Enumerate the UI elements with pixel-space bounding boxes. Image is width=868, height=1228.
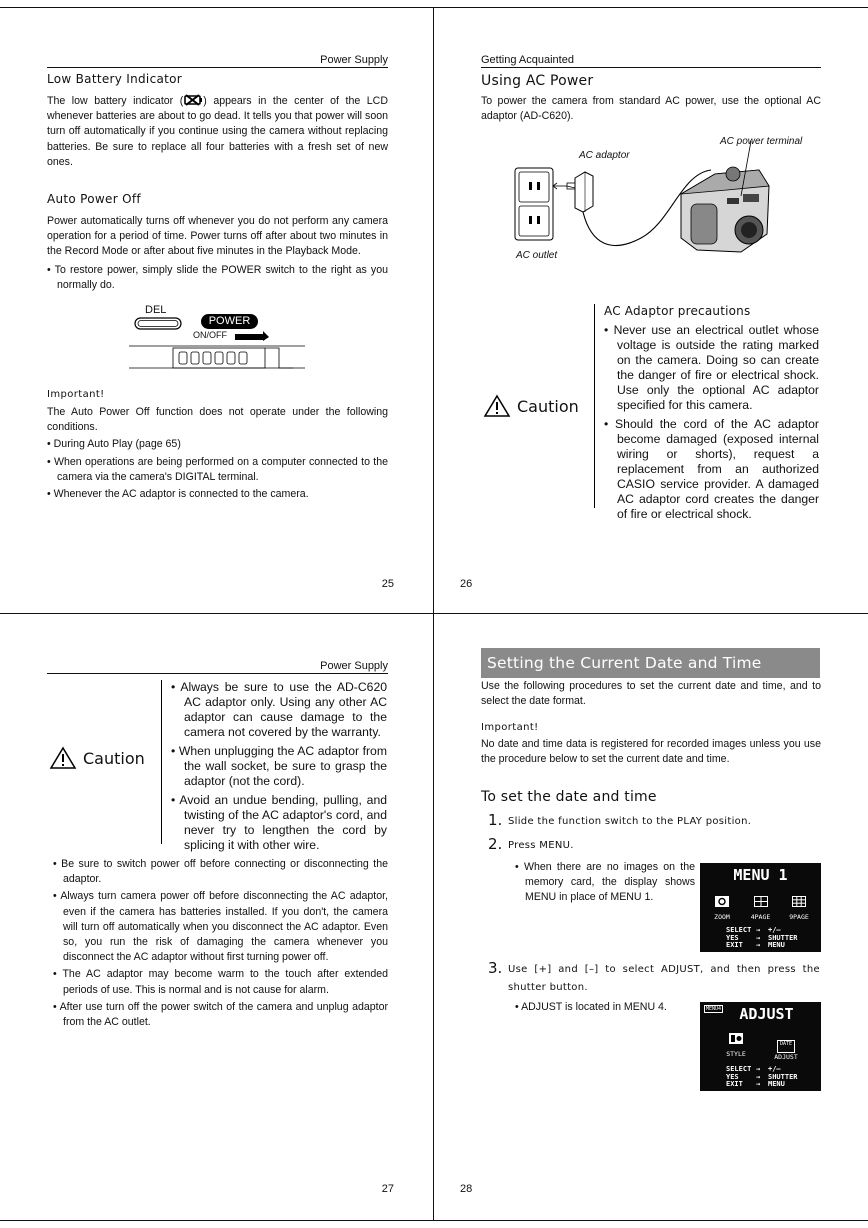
list-item: • The AC adaptor may become warm to the touch after extended periods of use. This is normal and is not cause for alarm.: [53, 968, 388, 996]
lcd-icon-label: STYLE: [726, 1050, 746, 1058]
caution-block: [47, 680, 388, 852]
lcd-icon-label: 9PAGE: [789, 913, 809, 921]
important-text: No date and time data is registered for recorded images unless you use the procedure below to set the current date and time.: [481, 738, 821, 766]
page-title: Using AC Power: [481, 73, 594, 89]
ac-adaptor-label: AC adaptor: [579, 150, 630, 161]
step-2: 2. Press MENU.: [488, 835, 574, 853]
caution-label: Caution: [517, 396, 579, 416]
page-title: Setting the Current Date and Time: [481, 648, 820, 678]
caution-item: • Always be sure to use the AD-C620 AC adaptor only. Using any other AC adaptor can cause damage to the camera not covered by the warranty.: [171, 680, 387, 739]
list-item: • After use turn off the power switch of the camera and unplug adaptor from the AC outlet.: [53, 1000, 388, 1029]
page-28: [460, 648, 821, 1201]
lcd-menu-tag: MENU4: [706, 1006, 722, 1012]
caution-label-group: [483, 394, 579, 418]
caution-item: • Avoid an undue bending, pulling, and twisting of the AC adaptor's cord, and never try to lengthen the cord by splicing it with other wire.: [171, 793, 387, 852]
nine-page-icon: [791, 895, 807, 908]
lcd-row: SELECT → +/–: [726, 1065, 781, 1073]
lcd-row: YES → SHUTTER: [726, 1072, 798, 1081]
important-label: Important!: [481, 722, 539, 733]
low-battery-text: The low battery indicator ( ) appears in the center of the LCD whenever batteries are about to go dead. It tells you that power will soon turn off automatically if you continue using the camera without replacing batteries. Be sure to replace all four batteries with a fresh set of new ones.: [47, 95, 388, 168]
section-title: Auto Power Off: [47, 192, 141, 207]
important-text: The Auto Power Off function does not operate under the following conditions.: [47, 406, 388, 434]
list-item: • Always turn camera power off before disconnecting the AC adaptor, even if the camera has batteries installed. If you don't, the camera will turn off automatically when you disconnect the AC adaptor. Even so, you run the risk of damaging the camera whenever you disconnect the AC adaptor without first turning power off.: [53, 890, 388, 964]
lcd-icon-label: ZOOM: [714, 913, 730, 921]
power-label: POWER: [208, 315, 251, 327]
lcd-row: EXIT → MENU: [726, 941, 785, 949]
ac-power-illustration: [501, 134, 811, 264]
step-3: 3. Use [+] and [–] to select ADJUST, and then press the shutter button.: [488, 959, 820, 993]
caution-rule: [594, 304, 595, 508]
intro-text: To power the camera from standard AC power, use the optional AC adaptor (AD-C620).: [481, 95, 821, 123]
lcd-row: EXIT → MENU: [726, 1080, 785, 1088]
del-button-label: DEL: [145, 304, 167, 316]
procedure-steps-cont: [488, 959, 821, 1001]
lcd-row: SELECT → +/–: [726, 926, 781, 934]
on-off-label: ON/OFF: [193, 330, 227, 340]
lcd-title: MENU 1: [733, 866, 788, 884]
step-1: 1. Slide the function switch to the PLAY position.: [488, 811, 752, 829]
lcd-icon-label: 4PAGE: [750, 913, 771, 921]
running-header: Power Supply: [47, 54, 388, 68]
important-label: Important!: [47, 389, 105, 400]
caution-block: [481, 304, 821, 521]
caution-item: • When unplugging the AC adaptor from the wall socket, be sure to grasp the adaptor (not the cord).: [171, 744, 387, 788]
low-battery-icon: [183, 94, 203, 106]
lcd-adjust-screen: [700, 1002, 821, 1091]
ac-power-terminal-label: AC power terminal: [720, 136, 803, 147]
lcd-menu-1-screen: [700, 863, 821, 952]
page-number: 28: [460, 1183, 473, 1195]
lcd-icon-label: ADJUST: [774, 1053, 798, 1061]
lcd-title: ADJUST: [739, 1005, 794, 1023]
caution-rule: [161, 680, 162, 844]
list-item: • During Auto Play (page 65): [47, 438, 181, 451]
list-item: • When operations are being performed on a computer connected to the camera via the camera's DIGITAL terminal.: [47, 455, 388, 483]
intro-text: Use the following procedures to set the current date and time, and to select the date format.: [481, 680, 821, 708]
step-2-note: • When there are no images on the memory card, the display shows MENU in place of MENU 1.: [515, 861, 695, 904]
style-icon: [728, 1032, 744, 1045]
page-27: [47, 656, 394, 1201]
step-3-note: • ADJUST is located in MENU 4.: [515, 1001, 667, 1013]
warning-triangle-icon: [49, 746, 77, 770]
precaution-item: • Never use an electrical outlet whose voltage is outside the rating marked on the camera. Doing so can create the danger of fire or electrical shock. Use only the optional AC adaptor specified for this camera.: [604, 323, 819, 412]
procedure-steps: [488, 811, 821, 859]
page-25: [47, 50, 394, 595]
four-page-icon: [753, 895, 769, 908]
section-title: Low Battery Indicator: [47, 72, 183, 86]
running-header: Getting Acquainted: [481, 54, 821, 68]
date-icon: DATE: [777, 1040, 795, 1053]
warning-triangle-icon: [483, 394, 511, 418]
power-switch-diagram: [129, 304, 309, 376]
page-number: 25: [381, 578, 394, 590]
list-item: • Be sure to switch power off before connecting or disconnecting the adaptor.: [53, 858, 388, 886]
zoom-icon: [714, 895, 730, 908]
lcd-row: YES → SHUTTER: [726, 933, 798, 942]
page-number: 26: [460, 578, 473, 590]
caution-label-group: [49, 746, 145, 770]
page-number: 27: [381, 1183, 394, 1195]
page-26: [460, 50, 821, 595]
procedure-title: To set the date and time: [481, 789, 657, 805]
auto-off-text: Power automatically turns off whenever you do not perform any camera operation for a period of time. Power turns off after about two minutes in the Record Mode or after about five minutes in the Playback Mode.: [47, 215, 388, 258]
running-header: Power Supply: [47, 660, 388, 674]
list-item: • Whenever the AC adaptor is connected to the camera.: [47, 488, 309, 501]
precaution-item: • Should the cord of the AC adaptor become damaged (exposed internal wiring or shorts), request a replacement from an authorized CASIO service provider. A damaged AC adaptor cord creates the danger of fire or electrical shock.: [604, 417, 819, 521]
restore-bullet: • To restore power, simply slide the POWER switch to the right as you normally do.: [47, 263, 388, 291]
precautions-title: AC Adaptor precautions: [604, 304, 751, 318]
ac-outlet-label: AC outlet: [516, 250, 558, 261]
caution-label: Caution: [83, 748, 145, 768]
